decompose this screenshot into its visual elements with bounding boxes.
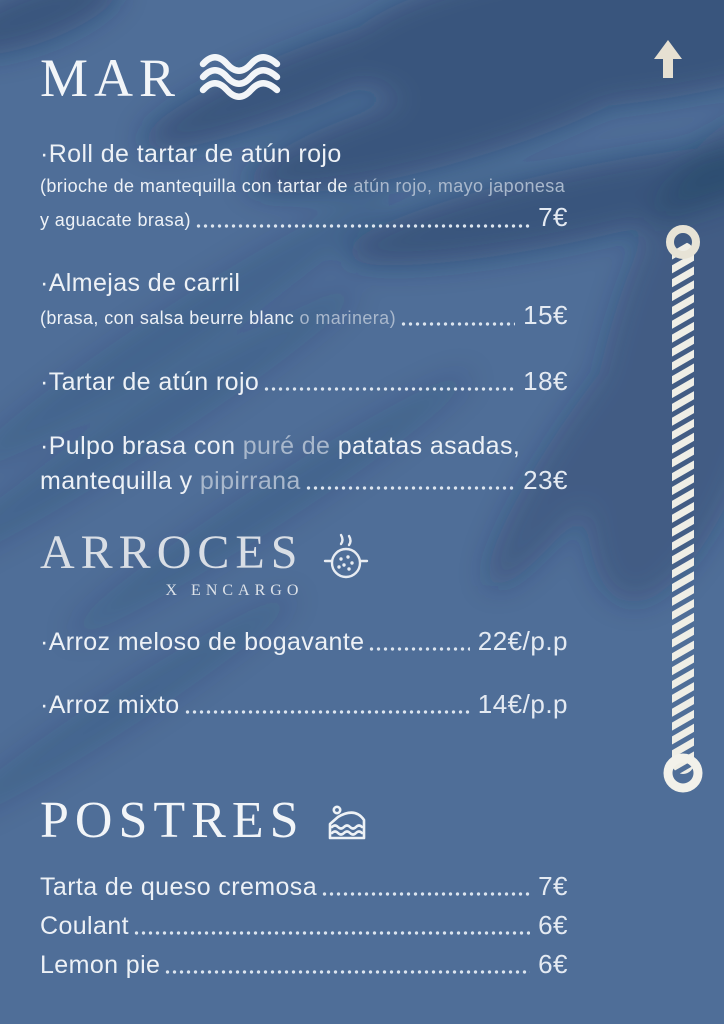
menu-item-line [40,463,568,498]
menu-item-text [40,205,191,236]
menu-item-text [40,303,396,334]
menu-item-text [40,429,520,463]
menu-item-text-segment: mantequilla [40,466,180,495]
dotted-leader [305,486,515,490]
up-arrow-icon[interactable] [650,38,686,82]
menu-item-text-segment: puré de [242,431,338,460]
dotted-leader [164,970,530,974]
rope-divider [651,222,715,806]
section-postres-header [40,794,568,849]
item-price: 18€ [523,365,568,396]
item-price: 22€/p.p [477,626,568,657]
cake-icon [323,798,371,848]
menu-item [40,908,568,943]
menu-item-text [40,909,129,943]
menu-item-text-segment: ·Almejas de carril [40,268,241,297]
item-price: 6€ [538,948,568,979]
item-price: 7€ [538,870,568,901]
section-mar-header [40,50,568,107]
menu-item [40,947,568,982]
dotted-leader [263,387,515,391]
menu-item-text-segment: Coulant [40,911,129,940]
menu-item-line [40,947,568,982]
paella-pan-icon [321,532,371,584]
dotted-leader [133,931,530,935]
menu-item-text [40,688,180,722]
menu-item-text [40,266,240,300]
dotted-leader [321,892,530,896]
menu-item-text-segment: atún rojo, mayo japonesa [353,175,566,196]
menu-item-text-segment: ·Roll de tartar de atún rojo [40,139,342,168]
menu-item-text [40,171,565,202]
menu-item-text-segment: y aguacate brasa) [40,209,191,230]
item-price: 14€/p.p [477,689,568,720]
menu-item-line [40,202,568,236]
menu-item [40,266,568,334]
menu-item-text-segment: ·Tartar de atún rojo [40,367,260,396]
menu-content [40,50,568,986]
menu-item-text-segment: o marinera) [299,307,396,328]
waves-icon [199,54,281,100]
menu-item-text [40,365,259,399]
section-mar-title: MAR [40,48,182,108]
menu-item [40,624,568,659]
section-postres-title: POSTRES [40,792,305,850]
item-price: 6€ [538,909,568,940]
item-price: 23€ [523,464,568,495]
menu-item-line [40,266,568,300]
menu-item-text [40,625,364,659]
dotted-leader [400,322,515,326]
menu-item-line [40,687,568,722]
menu-item-text-segment: ·Pulpo brasa con [40,431,243,460]
menu-item [40,687,568,722]
menu-item-text-segment: Lemon pie [40,950,161,979]
menu-item-line [40,908,568,943]
menu-item-text-segment: patatas asadas, [337,431,521,460]
item-price: 7€ [538,201,568,232]
item-price: 15€ [523,299,568,330]
dotted-leader [195,224,530,228]
menu-item-text-segment: ·Arroz mixto [40,691,180,720]
menu-item-text-segment: (brioche de mantequilla con tartar de [40,175,354,196]
section-arroces [40,525,568,722]
menu-item-line [40,137,568,171]
menu-item-text-segment: Tarta de queso cremosa [40,872,318,901]
section-mar-items [40,137,568,498]
menu-item-line [40,869,568,904]
menu-item-text [40,948,160,982]
section-postres-items [40,869,568,982]
menu-item-line [40,300,568,334]
menu-item-text-segment: ·Arroz meloso de bogavante [40,628,365,657]
dotted-leader [184,710,470,714]
section-arroces-header [40,525,568,602]
section-arroces-title: ARROCES [40,525,304,579]
menu-item-line [40,364,568,399]
menu-item-text [40,464,301,498]
menu-item-line [40,429,568,463]
menu-item [40,137,568,236]
menu-item-text [40,870,317,904]
menu-item-text [40,137,342,171]
section-postres [40,794,568,982]
menu-item-text-segment: y [179,466,200,495]
menu-item [40,364,568,399]
menu-item [40,869,568,904]
dotted-leader [368,647,469,651]
section-arroces-items [40,624,568,722]
menu-item-line [40,624,568,659]
section-mar [40,50,568,498]
section-arroces-subtitle: X ENCARGO [165,582,304,600]
menu-item [40,429,568,498]
menu-item-line [40,171,568,202]
menu-item-text-segment: pipirrana [199,466,301,495]
menu-item-text-segment: (brasa, con salsa beurre blanc [40,307,300,328]
